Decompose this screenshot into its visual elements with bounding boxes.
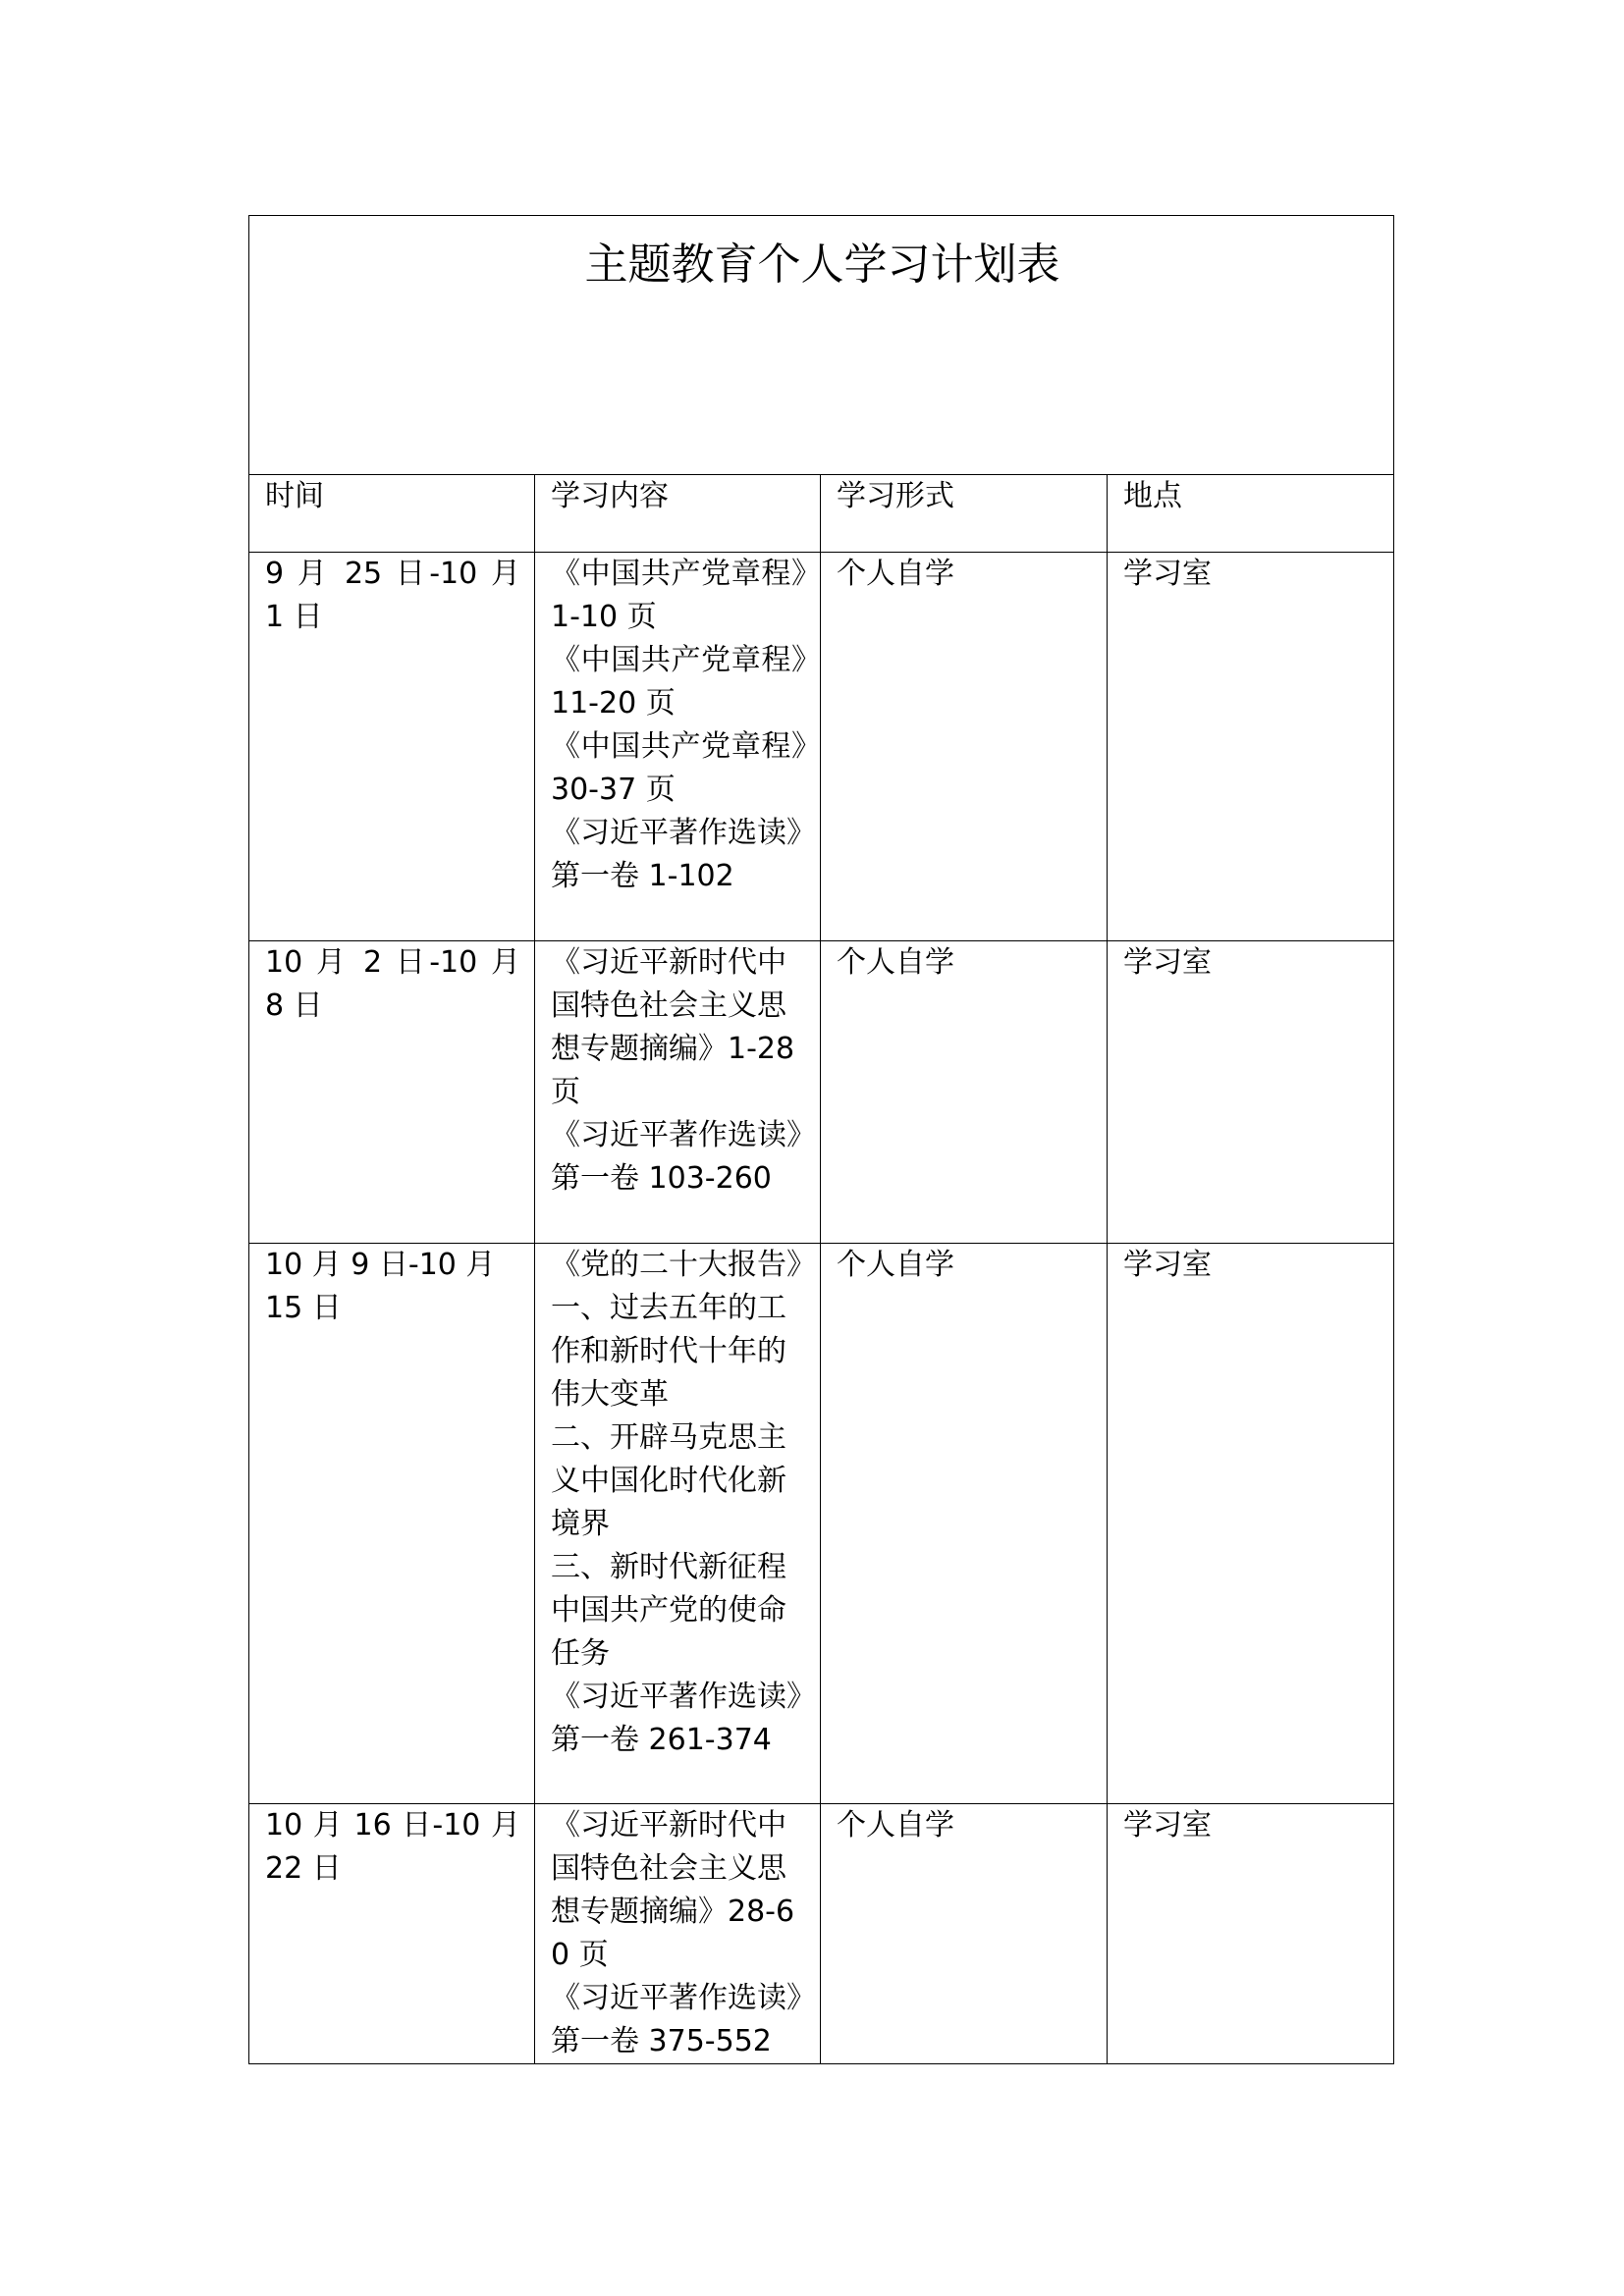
content-item: 《习近平著作选读》第一卷 261-374 (551, 1680, 801, 1757)
content-item: 《习近平新时代中国特色社会主义思想专题摘编》1-28 页 (551, 945, 795, 1109)
header-form: 学习形式 (821, 475, 1108, 553)
content-item: 一、过去五年的工作和新时代十年的伟大变革 (551, 1291, 786, 1412)
study-plan-table (248, 215, 1394, 2064)
form-cell: 个人自学 (821, 1804, 1108, 2064)
location-cell: 学习室 (1108, 1804, 1394, 2064)
header-time: 时间 (249, 475, 535, 553)
location-cell: 学习室 (1108, 941, 1394, 1244)
header-content: 学习内容 (535, 475, 821, 553)
content-cell (535, 1244, 821, 1804)
time-cell: 10 月 2 日-10 月 8 日 (249, 941, 535, 1244)
content-item: 二、开辟马克思主义中国化时代化新境界 (551, 1420, 786, 1541)
content-item: 《中国共产党章程》1-10 页 (551, 557, 806, 634)
time-cell: 10 月 16 日-10 月 22 日 (249, 1804, 535, 2064)
content-cell (535, 553, 821, 941)
content-item: 《中国共产党章程》11-20 页 (551, 643, 806, 721)
time-cell: 10 月 9 日-10 月 15 日 (249, 1244, 535, 1804)
table-row (249, 553, 1394, 941)
content-item: 《习近平著作选读》第一卷 103-260 (551, 1118, 801, 1196)
time-cell: 9 月 25 日-10 月 1 日 (249, 553, 535, 941)
title-row (249, 216, 1394, 475)
content-item: 《中国共产党章程》30-37 页 (551, 729, 806, 807)
content-item: 三、新时代新征程中国共产党的使命任务 (551, 1550, 786, 1671)
table-row (249, 941, 1394, 1244)
content-item: 《党的二十大报告》 (551, 1248, 816, 1282)
header-row (249, 475, 1394, 553)
location-cell: 学习室 (1108, 553, 1394, 941)
content-item: 《习近平著作选读》第一卷 375-552 (551, 1981, 801, 2058)
table-row (249, 1244, 1394, 1804)
table-row (249, 1804, 1394, 2064)
table-title: 主题教育个人学习计划表 (584, 240, 1060, 290)
title-cell (249, 216, 1394, 475)
content-cell (535, 941, 821, 1244)
form-cell: 个人自学 (821, 1244, 1108, 1804)
header-location: 地点 (1108, 475, 1394, 553)
location-cell: 学习室 (1108, 1244, 1394, 1804)
form-cell: 个人自学 (821, 941, 1108, 1244)
form-cell: 个人自学 (821, 553, 1108, 941)
content-item: 《习近平著作选读》第一卷 1-102 (551, 816, 801, 893)
content-item: 《习近平新时代中国特色社会主义思想专题摘编》28-60 页 (551, 1808, 795, 1972)
content-cell (535, 1804, 821, 2064)
